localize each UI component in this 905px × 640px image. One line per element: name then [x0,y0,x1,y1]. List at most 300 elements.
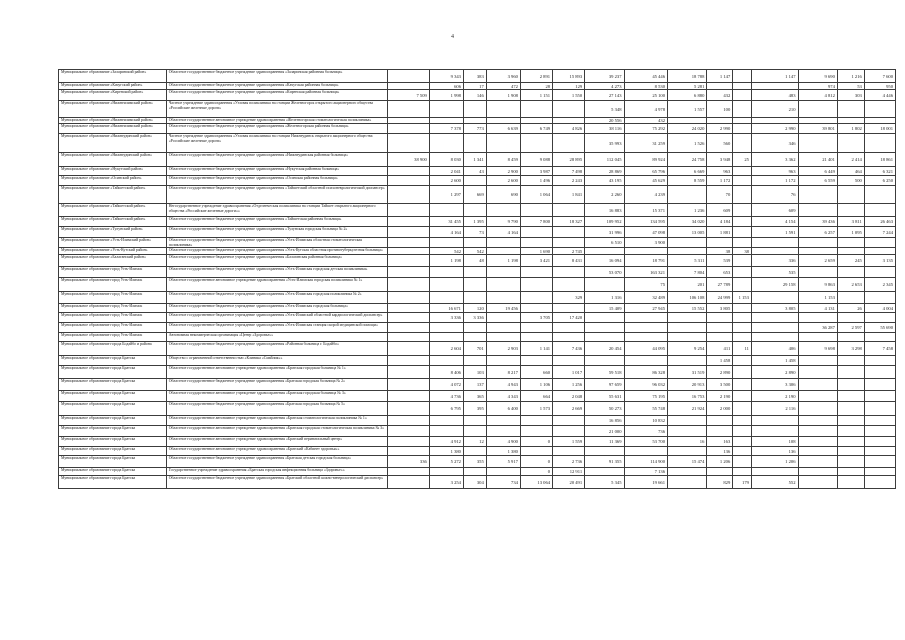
value-cell: 27 945 [624,304,668,313]
value-cell [624,447,668,456]
value-cell: 17 [463,83,486,90]
institution-cell: Областное государственное бюджетное учреждение здравоохранения «Тулунская городская больница № 2» [166,227,388,238]
value-cell: 542 [429,248,463,255]
value-cell [733,304,752,313]
value-cell: 86 328 [624,366,668,379]
value-cell [668,186,707,204]
institution-cell: Областное государственное бюджетное учреждение здравоохранения «Заларинская районная больница» [166,70,388,83]
value-cell: 27 143 [585,90,624,101]
value-cell: 3 421 [520,255,552,267]
value-cell: 2 990 [707,124,733,134]
value-cell: 1 380 [429,447,463,456]
value-cell: 65 796 [624,167,668,176]
value-cell: 395 [463,402,486,416]
value-cell: 28 869 [585,167,624,176]
value-cell: 2 903 [486,342,520,356]
municipality-cell: Муниципальное образование «Тайшетский район» [59,204,167,217]
value-cell: 3 298 [837,342,864,356]
value-cell: 9 790 [486,217,520,227]
value-cell [707,333,733,342]
value-cell: 75 292 [624,124,668,134]
municipality-cell: Муниципальное образование города Братска [59,456,167,468]
value-cell: 100 [707,101,733,118]
value-cell: 4 446 [864,90,895,101]
value-cell [388,342,429,356]
value-cell [864,437,895,447]
table-body [59,70,896,489]
value-cell: 75 [624,278,668,292]
municipality-cell: Муниципальное образование «Качугский район» [59,83,167,90]
value-cell [429,356,463,366]
value-cell: 1 198 [429,255,463,267]
value-cell [837,333,864,342]
table-row [59,238,896,248]
value-cell [429,278,463,292]
institution-cell: Областное государственное бюджетное учреждение здравоохранения «Тайшетский областной психоневрологический диспансер» [166,186,388,204]
value-cell: 7 804 [668,267,707,278]
page-number: 4 [451,34,454,40]
value-cell [733,333,752,342]
value-cell [486,313,520,323]
value-cell [798,426,837,437]
value-cell [837,391,864,402]
institution-cell: Областное государственное бюджетное учреждение здравоохранения «Усть-Илимская городская больница» [166,304,388,313]
value-cell [388,248,429,255]
table-row [59,134,896,153]
value-cell: 609 [707,204,733,217]
value-cell: 1 395 [463,217,486,227]
value-cell [585,333,624,342]
municipality-cell: Муниципальное образование города Братска [59,366,167,379]
value-cell: 6 449 [798,167,837,176]
value-cell [463,447,486,456]
value-cell [463,267,486,278]
table-row [59,366,896,379]
value-cell [798,333,837,342]
value-cell: 483 [751,90,798,101]
value-cell: 432 [707,90,733,101]
value-cell: 201 [668,278,707,292]
value-cell: 55 690 [864,323,895,333]
value-cell [733,227,752,238]
value-cell: 29 158 [751,278,798,292]
value-cell: 39 237 [585,70,624,83]
value-cell: 8 530 [624,83,668,90]
value-cell [864,356,895,366]
value-cell [864,267,895,278]
table-row [59,176,896,186]
value-cell [751,292,798,304]
value-cell: 1 908 [486,90,520,101]
table-row [59,333,896,342]
value-cell [388,278,429,292]
value-cell [429,238,463,248]
value-cell [429,323,463,333]
value-cell: 28 895 [553,153,585,167]
value-cell [864,333,895,342]
value-cell [707,416,733,426]
value-cell: 5 311 [668,255,707,267]
value-cell [733,379,752,391]
value-cell [520,426,552,437]
value-cell: 7 436 [553,342,585,356]
value-cell [429,101,463,118]
value-cell [429,292,463,304]
value-cell: 36 287 [798,323,837,333]
value-cell: 1 172 [707,176,733,186]
value-cell: 38 116 [585,124,624,134]
value-cell [751,426,798,437]
value-cell: 4 164 [429,227,463,238]
value-cell [837,402,864,416]
value-cell: 2 890 [751,366,798,379]
value-cell [463,101,486,118]
value-cell: 963 [707,167,733,176]
value-cell [864,456,895,468]
value-cell [520,267,552,278]
value-cell: 606 [429,83,463,90]
value-cell: 50 273 [585,402,624,416]
value-cell [553,238,585,248]
value-cell [520,101,552,118]
value-cell [463,468,486,476]
value-cell: 1 591 [751,227,798,238]
value-cell [463,176,486,186]
value-cell [463,204,486,217]
value-cell: 1 550 [553,90,585,101]
institution-cell: Областное государственное бюджетное учреждение здравоохранения «Братская городская больница № 2» [166,379,388,391]
value-cell: 3 805 [751,304,798,313]
value-cell: 3 705 [520,313,552,323]
value-cell: 10 832 [624,416,668,426]
municipality-cell: Муниципальное образование «Тайшетский район» [59,186,167,204]
value-cell: 12 [463,437,486,447]
value-cell: 4 239 [624,186,668,204]
value-cell: 2 745 [553,248,585,255]
municipality-cell: Муниципальное образование город Усть-Илимск [59,278,167,292]
value-cell: 38 900 [388,153,429,167]
value-cell: 26 463 [864,217,895,227]
municipality-cell: Муниципальное образование «Заларинский район» [59,70,167,83]
value-cell [798,437,837,447]
value-cell: 89 924 [624,153,668,167]
value-cell [798,186,837,204]
value-cell: 3 900 [624,238,668,248]
value-cell [733,416,752,426]
value-cell: 660 [520,366,552,379]
value-cell: 55 748 [624,402,668,416]
value-cell [751,83,798,90]
value-cell [520,447,552,456]
value-cell: 432 [624,118,668,124]
value-cell: 2 190 [751,391,798,402]
value-cell: 2 345 [864,278,895,292]
municipality-cell: Муниципальное образование города Братска [59,379,167,391]
value-cell: 0 [520,468,552,476]
value-cell: 472 [486,83,520,90]
municipality-cell: Муниципальное образование города Братска [59,356,167,366]
value-cell [864,426,895,437]
value-cell: 6 400 [486,402,520,416]
value-cell [486,238,520,248]
value-cell [388,476,429,489]
value-cell: 1 236 [668,204,707,217]
value-cell [837,456,864,468]
table-row [59,416,896,426]
value-cell [798,379,837,391]
value-cell: 1 095 [837,227,864,238]
value-cell: 9 863 [798,278,837,292]
value-cell: 355 [463,456,486,468]
value-cell [707,238,733,248]
table-row [59,476,896,489]
value-cell: 4 978 [624,101,668,118]
value-cell [388,292,429,304]
municipality-cell: Муниципальное образование город Усть-Илимск [59,292,167,304]
table-row [59,402,896,416]
value-cell [864,379,895,391]
value-cell: 15 409 [585,304,624,313]
value-cell: 21 924 [668,402,707,416]
value-cell: 179 [733,476,752,489]
value-cell: 1 106 [520,379,552,391]
value-cell: 1 017 [553,366,585,379]
value-cell: 1 458 [707,356,733,366]
table-row [59,292,896,304]
value-cell [798,468,837,476]
value-cell: 6 250 [864,176,895,186]
value-cell: 163 321 [624,267,668,278]
value-cell: 13 064 [520,476,552,489]
value-cell [864,134,895,153]
table-row [59,248,896,255]
table-row [59,83,896,90]
value-cell [486,292,520,304]
value-cell [388,217,429,227]
value-cell [798,476,837,489]
municipality-cell: Муниципальное образование «Нижнеудинский район» [59,153,167,167]
value-cell: 28 [520,83,552,90]
value-cell: 1 147 [707,70,733,83]
value-cell [837,447,864,456]
value-cell: 2 414 [837,153,864,167]
value-cell [707,323,733,333]
institution-cell: Областное государственное бюджетное учреждение здравоохранения «Усть-Илимская городская детская поликлиника» [166,267,388,278]
value-cell [733,167,752,176]
value-cell: 91 355 [585,456,624,468]
value-cell [388,391,429,402]
table-row [59,267,896,278]
value-cell: 8 030 [429,153,463,167]
value-cell: 2 653 [837,278,864,292]
value-cell: 5 348 [585,101,624,118]
table-row [59,124,896,134]
value-cell: 3 987 [520,167,552,176]
value-cell: 1 458 [751,356,798,366]
institution-cell: Областное государственное бюджетное учреждение здравоохранения «Нижнеудинская районная больница» [166,153,388,167]
value-cell [707,468,733,476]
municipality-cell: Муниципальное образование города Братска [59,476,167,489]
value-cell: 0 [520,456,552,468]
value-cell [668,476,707,489]
value-cell: 9 254 [668,342,707,356]
value-cell: 70 [707,186,733,204]
value-cell [864,468,895,476]
value-cell [388,186,429,204]
value-cell [624,323,668,333]
value-cell: 346 [751,134,798,153]
value-cell [733,278,752,292]
institution-cell: Областное государственное бюджетное учреждение здравоохранения «Усть-Кутская областная противотуберкулезная больница» [166,248,388,255]
value-cell: 47 098 [624,227,668,238]
value-cell [733,217,752,227]
value-cell: 1 526 [668,134,707,153]
value-cell: 3 811 [837,217,864,227]
value-cell: 2 116 [751,402,798,416]
value-cell [388,366,429,379]
table-row [59,323,896,333]
value-cell [837,101,864,118]
table-row [59,153,896,167]
value-cell: 8 431 [553,255,585,267]
value-cell: 4 736 [429,391,463,402]
institution-cell: Областное государственное бюджетное учреждение здравоохранения «Балаганская районная больница» [166,255,388,267]
value-cell [520,333,552,342]
value-cell: 55 631 [585,391,624,402]
value-cell: 25 100 [624,90,668,101]
value-cell: 4 900 [486,437,520,447]
municipality-cell: Муниципальное образование города Братска [59,447,167,456]
value-cell [553,426,585,437]
value-cell: 2 659 [798,255,837,267]
value-cell: 1 151 [520,90,552,101]
value-cell [837,134,864,153]
institution-cell: Областное государственное бюджетное учреждение здравоохранения «Качугская районная больница» [166,83,388,90]
value-cell: 27 789 [707,278,733,292]
value-cell [429,333,463,342]
value-cell: 542 [463,248,486,255]
municipality-cell: Муниципальное образование город Усть-Илимск [59,267,167,278]
value-cell [388,426,429,437]
value-cell [388,227,429,238]
institution-cell: Общество с ограниченной ответственностью «Клиника «Смайлик»» [166,356,388,366]
value-cell: 0 [520,437,552,447]
value-cell [463,323,486,333]
value-cell: 20 491 [553,476,585,489]
value-cell: 35 993 [585,134,624,153]
value-cell: 39 801 [798,124,837,134]
value-cell: 383 [463,70,486,83]
value-cell: 669 [463,186,486,204]
value-cell: 106 108 [668,292,707,304]
value-cell [837,437,864,447]
value-cell: 1 256 [553,379,585,391]
value-cell: 43 [463,167,486,176]
value-cell [429,468,463,476]
value-cell [520,204,552,217]
value-cell: 1 998 [429,90,463,101]
value-cell: 31 455 [429,217,463,227]
value-cell [553,134,585,153]
value-cell [864,204,895,217]
value-cell [798,101,837,118]
value-cell: 1 496 [520,176,552,186]
value-cell: 1 841 [553,186,585,204]
value-cell [520,238,552,248]
value-cell: 129 [553,83,585,90]
value-cell: 2 260 [585,186,624,204]
value-cell [585,278,624,292]
table-row [59,90,896,101]
value-cell: 2 597 [837,323,864,333]
value-cell [668,238,707,248]
table-row [59,447,896,456]
value-cell: 1 206 [707,456,733,468]
value-cell: 32 489 [624,292,668,304]
value-cell: 3 336 [463,313,486,323]
value-cell: 75 195 [624,391,668,402]
value-cell [585,356,624,366]
institution-cell: Областное государственное бюджетное учреждение здравоохранения «Братская детская городская больница» [166,456,388,468]
value-cell: 2 891 [520,70,552,83]
value-cell: 21 401 [798,153,837,167]
value-cell [798,356,837,366]
value-cell [486,356,520,366]
value-cell: 25 [733,153,752,167]
value-cell: 304 [463,476,486,489]
value-cell [388,468,429,476]
value-cell [798,313,837,323]
value-cell [864,391,895,402]
value-cell: 653 [707,267,733,278]
value-cell [864,313,895,323]
value-cell: 19 661 [624,476,668,489]
value-cell: 108 [751,437,798,447]
table-row [59,304,896,313]
value-cell [864,476,895,489]
value-cell: 539 [707,255,733,267]
value-cell [553,416,585,426]
value-cell [668,416,707,426]
value-cell: 3 135 [864,255,895,267]
value-cell: 6 559 [798,176,837,186]
value-cell [553,267,585,278]
value-cell: 6 669 [668,167,707,176]
value-cell [864,366,895,379]
value-cell: 1 557 [668,101,707,118]
value-cell: 15 552 [668,304,707,313]
value-cell [837,416,864,426]
value-cell: 9 088 [520,153,552,167]
value-cell: 736 [624,426,668,437]
value-cell: 303 [837,90,864,101]
value-cell [733,426,752,437]
institution-cell: Областное государственное автономное учреждение здравоохранения «Братская городская больница № 3» [166,391,388,402]
value-cell [388,447,429,456]
data-table [58,69,896,489]
table-row [59,456,896,468]
value-cell: 7 800 [520,217,552,227]
value-cell: 411 [707,342,733,356]
value-cell: 120 [463,304,486,313]
value-cell: 8 406 [429,366,463,379]
value-cell: 2 048 [553,391,585,402]
value-cell [429,426,463,437]
value-cell [668,468,707,476]
value-cell [388,323,429,333]
institution-cell: Областное государственное бюджетное учреждение здравоохранения «Братский областной кожно-венерологический диспансер» [166,476,388,489]
value-cell [388,304,429,313]
